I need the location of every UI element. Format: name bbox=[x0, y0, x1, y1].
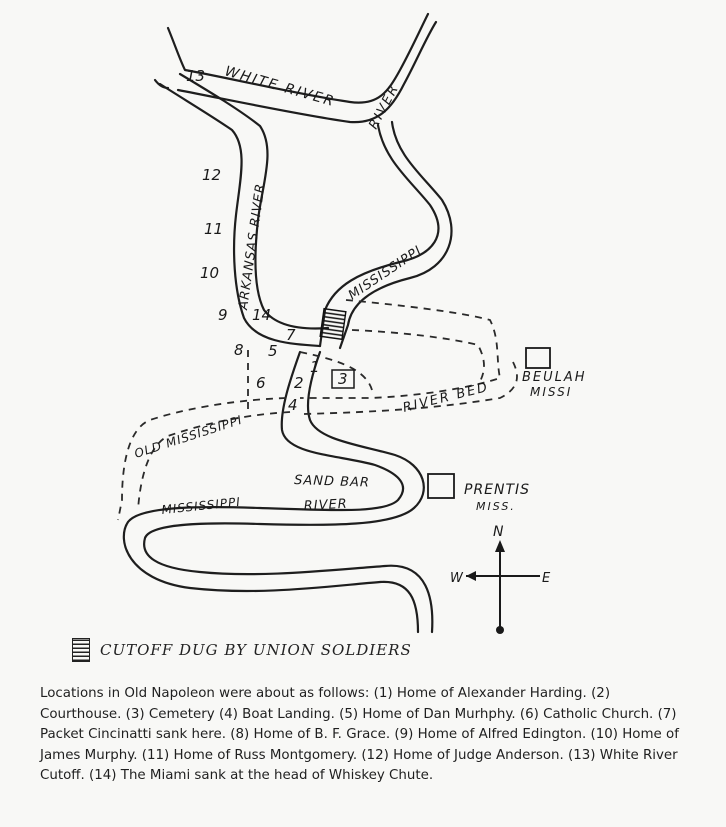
site-number: 12 bbox=[202, 166, 222, 184]
site-number: 10 bbox=[200, 264, 220, 282]
site-number: 4 bbox=[288, 396, 298, 414]
legend-label: CUTOFF DUG BY UNION SOLDIERS bbox=[100, 641, 412, 659]
prentis-box bbox=[428, 474, 454, 498]
label-prentis: PRENTIS bbox=[464, 482, 531, 498]
site-number: 5 bbox=[268, 342, 278, 360]
compass-east: E bbox=[542, 571, 551, 586]
label-sand-bar: SAND BAR bbox=[293, 473, 371, 491]
beulah-box bbox=[526, 348, 550, 368]
north-arrow-icon bbox=[495, 540, 505, 552]
cutoff-swatch-icon bbox=[72, 638, 90, 662]
mississippi-lower bbox=[124, 352, 432, 632]
compass-north: N bbox=[493, 524, 504, 540]
site-number: 2 bbox=[294, 374, 304, 392]
label-mississippi-lower: MISSISSIPPI bbox=[160, 494, 242, 517]
map-caption: Locations in Old Napoleon were about as follows: (1) Home of Alexander Harding. (2) Courthouse. (3) Cemetery (4) Boat Landing. (5) Home of Dan Murhphy. (6) Catholic Church. (7) Packet Cincinatti sank here. (8) Home of B. F. Grace. (9) Home of Alfred Edington. (10) Home of James Murphy. (11) Home of Russ Montgomery. (12) Home of Judge Anderson. (13) White River Cutoff. (14) The Miami sank at the head of Whiskey Chute. bbox=[40, 686, 679, 783]
label-mississippi-upper: MISSISSIPPI bbox=[345, 243, 425, 304]
site-number: 14 bbox=[252, 306, 272, 324]
compass-rose bbox=[450, 524, 551, 634]
label-old-mississippi: OLD MISSISSIPPI bbox=[132, 412, 245, 461]
site-number: 6 bbox=[256, 374, 266, 392]
site-number: 7 bbox=[286, 326, 296, 344]
site-number: 8 bbox=[234, 341, 244, 359]
cutoff-hatched bbox=[320, 309, 346, 340]
label-prentis-state: MISS. bbox=[476, 500, 516, 513]
label-river-lower: RIVER bbox=[303, 496, 349, 514]
label-beulah: BEULAH bbox=[522, 370, 587, 385]
label-river-bed: RIVER BED bbox=[401, 379, 491, 416]
label-arkansas-river: ARKANSAS RIVER bbox=[236, 182, 269, 311]
map-legend bbox=[72, 638, 412, 662]
compass-west: W bbox=[450, 571, 463, 586]
site-number: 13 bbox=[186, 67, 206, 85]
site-number: 3 bbox=[338, 370, 348, 388]
site-number: 11 bbox=[204, 220, 224, 238]
site-numbers bbox=[186, 67, 348, 414]
site-number: 9 bbox=[218, 306, 228, 324]
site-number: 1 bbox=[310, 358, 320, 376]
label-beulah-state: MISSI bbox=[530, 385, 573, 399]
label-river-right: RIVER bbox=[366, 81, 403, 132]
label-white-river: WHITE RIVER bbox=[222, 63, 338, 111]
